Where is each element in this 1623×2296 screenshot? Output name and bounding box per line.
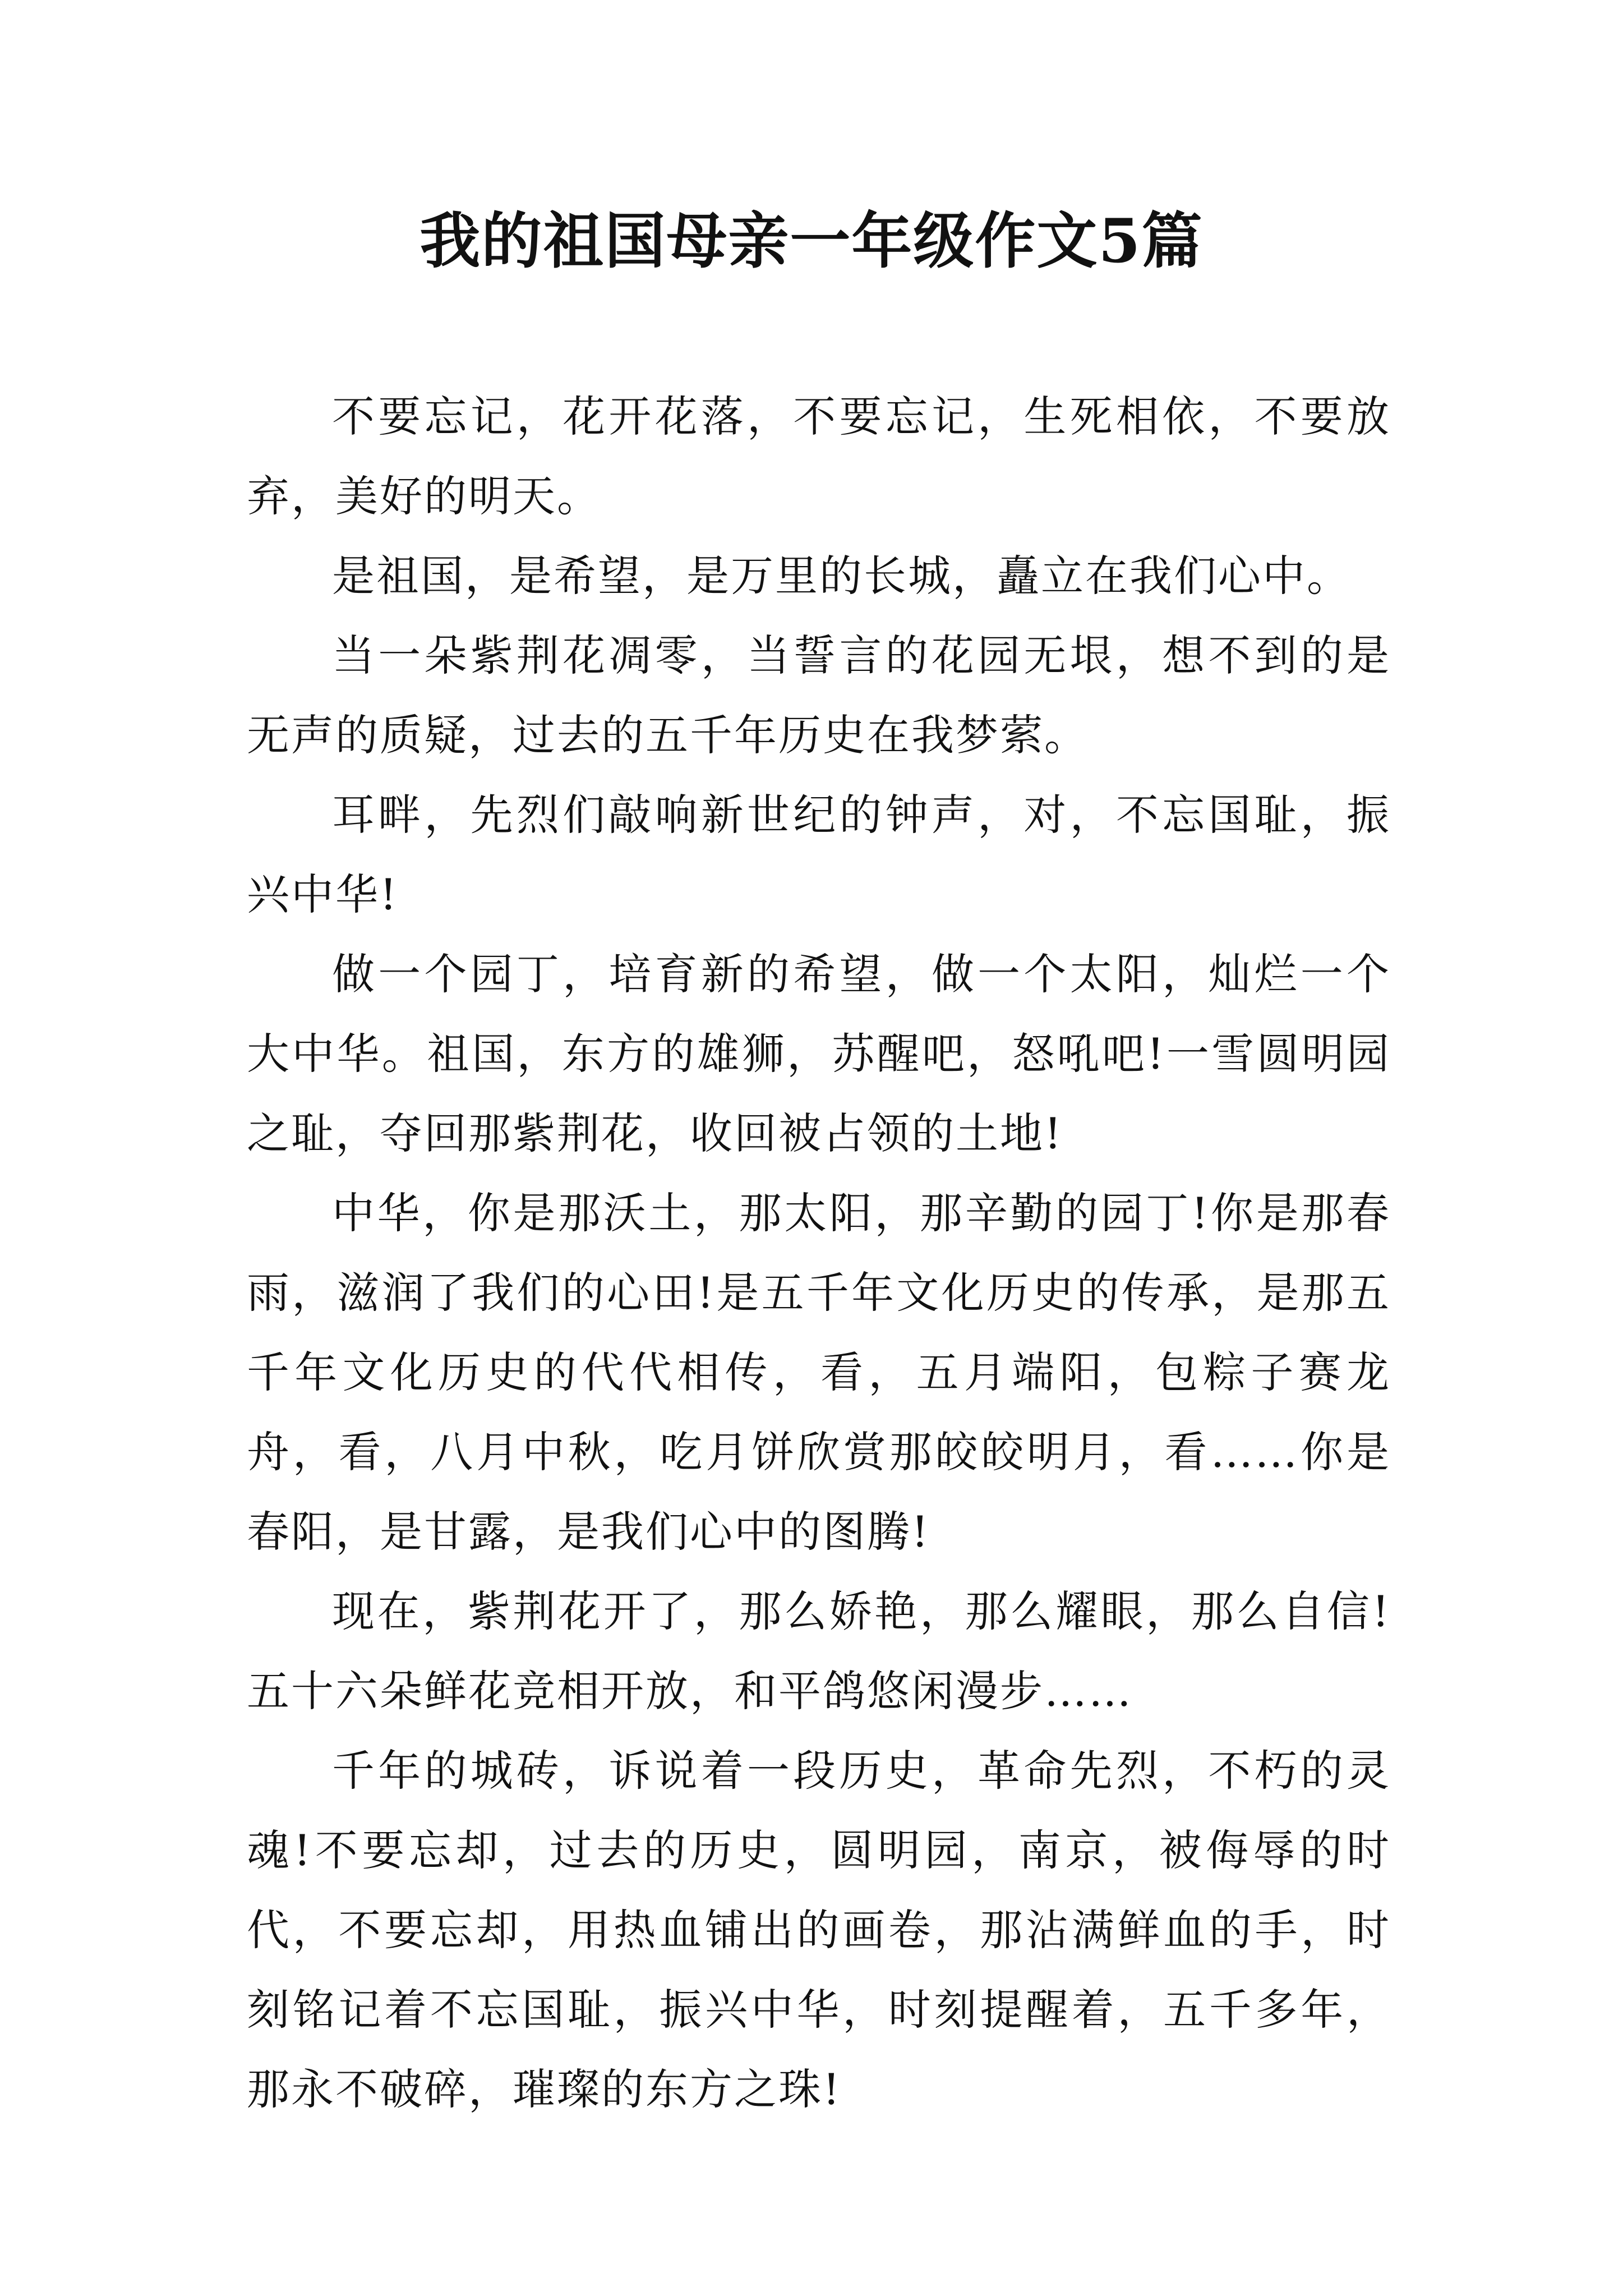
paragraph: 当一朵紫荆花凋零，当誓言的花园无垠，想不到的是无声的质疑，过去的五千年历史在我梦萦。: [247, 631, 1391, 760]
paragraph: 千年的城砖，诉说着一段历史，革命先烈，不朽的灵魂!不要忘却，过去的历史，圆明园，南京，被侮辱的时代，不要忘却，用热血铺出的画卷，那沾满鲜血的手，时刻铭记着不忘国耻，振兴中华，时刻提醒着，五千多年，那永不破碎，璀璨的东方之珠!: [247, 1746, 1391, 2114]
paragraph: 耳畔，先烈们敲响新世纪的钟声，对，不忘国耻，振兴中华!: [247, 790, 1391, 919]
paragraph: 是祖国，是希望，是万里的长城，矗立在我们心中。: [332, 551, 1351, 601]
paragraph: 不要忘记，花开花落，不要忘记，生死相依，不要放弃，美好的明天。: [247, 392, 1391, 521]
paragraph: 做一个园丁，培育新的希望，做一个太阳，灿烂一个大中华。祖国，东方的雄狮，苏醒吧，怒吼吧!一雪圆明园之耻，夺回那紫荆花，收回被占领的土地!: [247, 949, 1391, 1158]
paragraph: 中华，你是那沃土，那太阳，那辛勤的园丁!你是那春雨，滋润了我们的心田!是五千年文化历史的传承，是那五千年文化历史的代代相传，看，五月端阳，包粽子赛龙舟，看，八月中秋，吃月饼欣赏那皎皎明月，看……你是春阳，是甘露，是我们心中的图腾!: [247, 1188, 1391, 1557]
paragraph: 现在，紫荆花开了，那么娇艳，那么耀眼，那么自信!五十六朵鲜花竞相开放，和平鸽悠闲漫步……: [247, 1586, 1391, 1716]
document-body: [247, 377, 1391, 2129]
document-title: 我的祖国母亲一年级作文5篇: [419, 206, 1204, 277]
